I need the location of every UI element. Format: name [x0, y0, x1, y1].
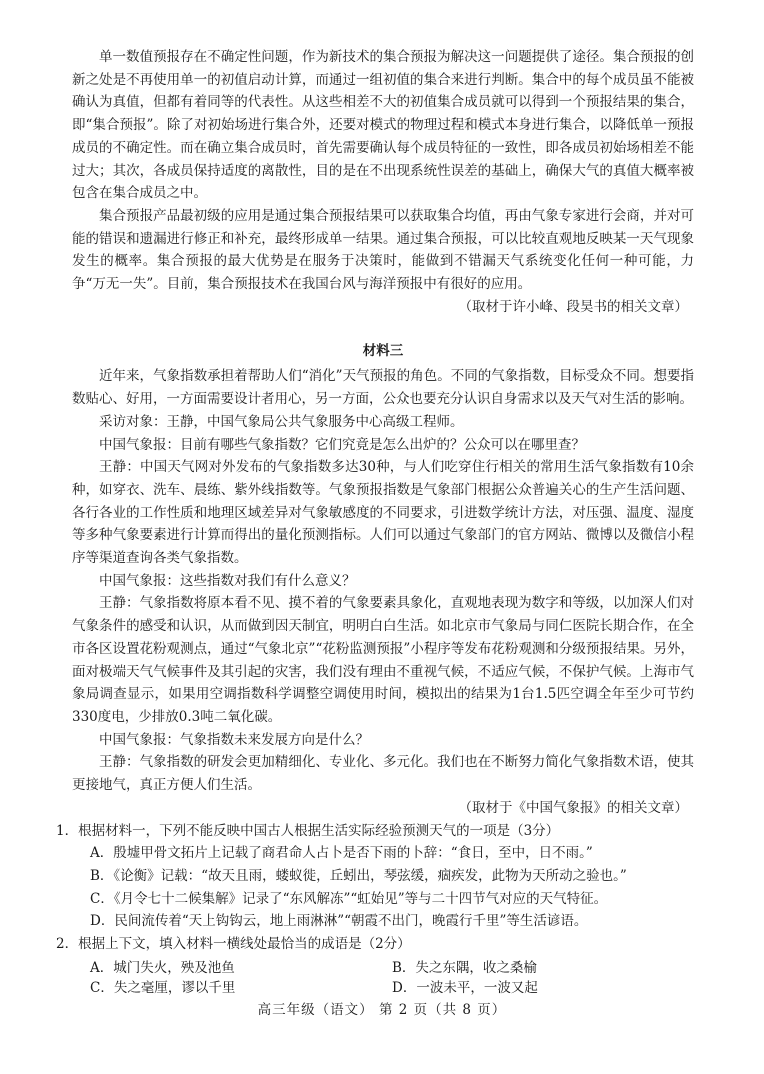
paragraph: 王静：气象指数将原本看不见、摸不着的气象要素具象化，直观地表现为数字和等级，以加深人们对气象条件的感受和认识，从而做到因天制宜，明明白白生活。如北京市气象局与同仁医院长期合作，在全市各区设置花粉观测点，通过“气象北京”“花粉监测预报”小程序等发布花粉观测和分级预报结果。另外，面对极端天气气候事件及其引起的灾害，我们没有理由不重视气候，不适应气候，不保护气候。上海市气象局调查显示，如果用空调指数科学调整空调使用时间，模拟出的结果为1台1.5匹空调全年至少可节约330度电，少排放0.3吨二氧化碳。: [72, 595, 694, 725]
question-2-options-row: [72, 976, 694, 996]
paragraph: 近年来，气象指数承担着帮助人们“消化”天气预报的角色。不同的气象指数，目标受众不同。想要指数贴心、好用，一方面需要设计者用心，另一方面，公众也要充分认识自身需求以及天气对生活的影响。: [72, 368, 694, 408]
source-note: （取材于《中国气象报》的相关文章）: [458, 799, 688, 816]
page-content: [56, 46, 694, 996]
question-1-option-c: C．《月令七十二候集解》记录了“东风解冻”“虹始见”等与二十四节气对应的天气特征。: [90, 890, 608, 907]
question-1-option-b: B．《论衡》记载：“故天且雨，蝼蚁徙，丘蚓出，琴弦缓，痼疾发，此物为天所动之验也。”: [90, 867, 627, 884]
question-1-option-a: A．殷墟甲骨文拓片上记载了商君命人占卜是否下雨的卜辞：“食日，至中，日不雨。”: [90, 845, 593, 862]
question-2-option-c: C．失之毫厘，谬以千里: [90, 979, 236, 996]
paragraph: 单一数值预报存在不确定性问题，作为新技术的集合预报为解决这一问题提供了途径。集合预报的创新之处是不再使用单一的初值启动计算，而通过一组初值的集合来进行判断。集合中的每个成员虽不能被确认为真值，但都有着同等的代表性。从这些相差不大的初值集合成员就可以得到一个预报结果的集合，即“集合预报”。除了对初始场进行集合外，还要对模式的物理过程和模式本身进行集合，以降低单一预报成员的不确定性。而在确立集合成员时，首先需要确认每个成员特征的一致性，即各成员初始场相差不能过大；其次，各成员保持适度的离散性，目的是在不出现系统性误差的基础上，确保大气的真值大概率被包含在集合成员之中。: [72, 49, 694, 202]
source-note: （取材于许小峰、段昊书的相关文章）: [458, 298, 688, 315]
paragraph: 采访对象：王静，中国气象局公共气象服务中心高级工程师。: [99, 413, 464, 430]
question-2-stem: 2．根据上下文，填入材料一横线处最恰当的成语是（2分）: [56, 936, 411, 953]
question-2-option-a: A．城门失火，殃及池鱼: [90, 959, 235, 976]
paragraph: 中国气象报：这些指数对我们有什么意义？: [99, 572, 356, 589]
section-heading: 材料三: [362, 343, 404, 360]
paragraph: 王静：中国天气网对外发布的气象指数多达30种，与人们吃穿住行相关的常用生活气象指数有10余种，如穿衣、洗车、晨练、紫外线指数等。气象预报指数是气象部门根据公众普遍关心的生产生活问题、各行各业的工作性质和地理区域差异对气象敏感度的不同要求，引进数学统计方法，对压强、温度、湿度等多种气象要素进行计算而得出的量化预测指标。人们可以通过气象部门的官方网站、微博以及微信小程序等渠道查询各类气象指数。: [72, 459, 694, 567]
question-2-option-d: D．一波未平，一波又起: [392, 979, 538, 996]
page-footer: 高三年级（语文） 第 2 页（共 8 页）: [257, 1002, 507, 1018]
question-1-stem: 1．根据材料一，下列不能反映中国古人根据生活实际经验预测天气的一项是（3分）: [56, 822, 560, 839]
paragraph: 中国气象报：气象指数未来发展方向是什么？: [99, 731, 369, 748]
question-2-option-b: B．失之东隅，收之桑榆: [392, 959, 537, 976]
question-2-options-row: [72, 956, 694, 976]
paragraph: 中国气象报：目前有哪些气象指数？它们究竟是怎么出炉的？公众可以在哪里查？: [99, 436, 585, 453]
question-1-option-d: D．民间流传着“天上钩钩云，地上雨淋淋”“朝霞不出门，晚霞行千里”等生活谚语。: [90, 913, 588, 930]
paragraph: 集合预报产品最初级的应用是通过集合预报结果可以获取集合均值，再由气象专家进行会商，并对可能的错误和遗漏进行修正和补充，最终形成单一结果。通过集合预报，可以比较直观地反映某一天气现象发生的概率。集合预报的最大优势是在服务于决策时，能做到不错漏天气系统变化任何一种可能，力争“万无一失”。目前，集合预报技术在我国台风与海洋预报中有很好的应用。: [72, 207, 694, 293]
paragraph: 王静：气象指数的研发会更加精细化、专业化、多元化。我们也在不断努力简化气象指数术语，使其更接地气，真正方便人们生活。: [72, 754, 694, 794]
